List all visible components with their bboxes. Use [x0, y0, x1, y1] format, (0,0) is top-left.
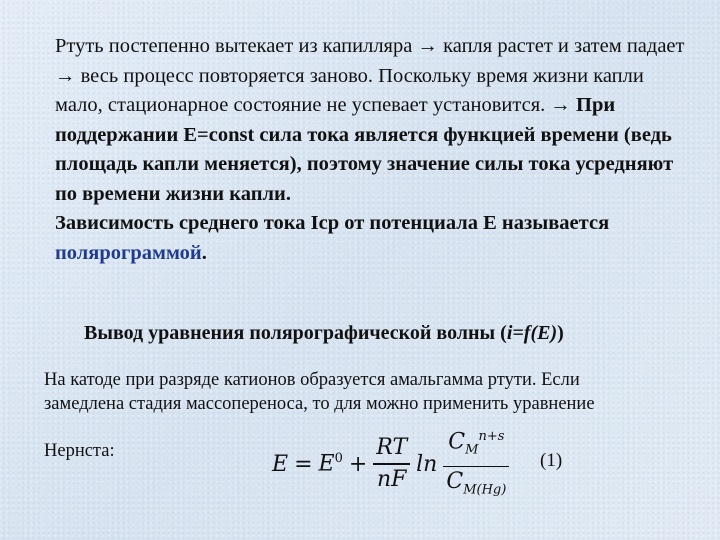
rt-numerator: RT	[376, 435, 408, 461]
eq-lhs: E	[272, 451, 289, 477]
eq-ln: ln	[416, 451, 438, 477]
num-ion: n+	[478, 429, 498, 445]
heading-text: Вывод уравнения полярографической волны (	[84, 322, 507, 344]
cathode-paragraph: На катоде при разряде катионов образуется амальгамма ртути. Если замедлена стадия массопереноса, то для можно применить уравнение	[44, 370, 595, 414]
section-heading	[84, 322, 684, 345]
heading-close: )	[557, 322, 564, 344]
arrow-icon: →	[417, 35, 438, 57]
heading-formula: i=f(E)	[506, 322, 558, 344]
equation-number: (1)	[540, 450, 563, 471]
nernst-label: Нернста:	[44, 441, 115, 461]
eq-e0-sup: 0	[334, 451, 343, 467]
definition-end: .	[201, 241, 207, 264]
intro-text-3: весь процесс повторяется заново. Поскольку время жизни капли мало, стационарное состояние не успевает установится.	[55, 64, 644, 116]
num-c: C	[448, 429, 466, 455]
rt-nf-fraction	[373, 433, 410, 495]
eq-equals: =	[294, 451, 313, 477]
nf-denominator: nF	[376, 466, 407, 492]
nernst-equation	[272, 428, 509, 500]
intro-paragraph	[55, 32, 695, 268]
bold-statement: При поддержании E=const сила тока является функцией времени (ведь площадь капли меняется), поэтому значение силы тока усредняют по времени жизни капли.	[55, 94, 674, 205]
arrow-icon: →	[550, 94, 571, 116]
definition-text: Зависимость среднего тока Iср от потенциала E называется	[55, 212, 610, 234]
num-sub: M	[465, 442, 479, 458]
eq-e0	[319, 451, 343, 476]
eq-plus: +	[348, 451, 368, 477]
den-sub: M(Hg)	[463, 482, 507, 498]
polarogram-term: полярограммой	[55, 241, 202, 264]
den-c: C	[446, 469, 464, 495]
intro-text-1: Ртуть постепенно вытекает из капилляра	[55, 35, 418, 57]
eq-e: E	[318, 451, 335, 477]
conc-numerator	[445, 422, 507, 466]
conc-denominator	[443, 467, 509, 505]
intro-text-2: капля растет и затем падает	[437, 35, 685, 57]
concentration-fraction	[443, 422, 509, 506]
num-sup: s	[497, 429, 505, 445]
bold-definition	[55, 212, 609, 264]
arrow-icon: →	[55, 64, 76, 87]
